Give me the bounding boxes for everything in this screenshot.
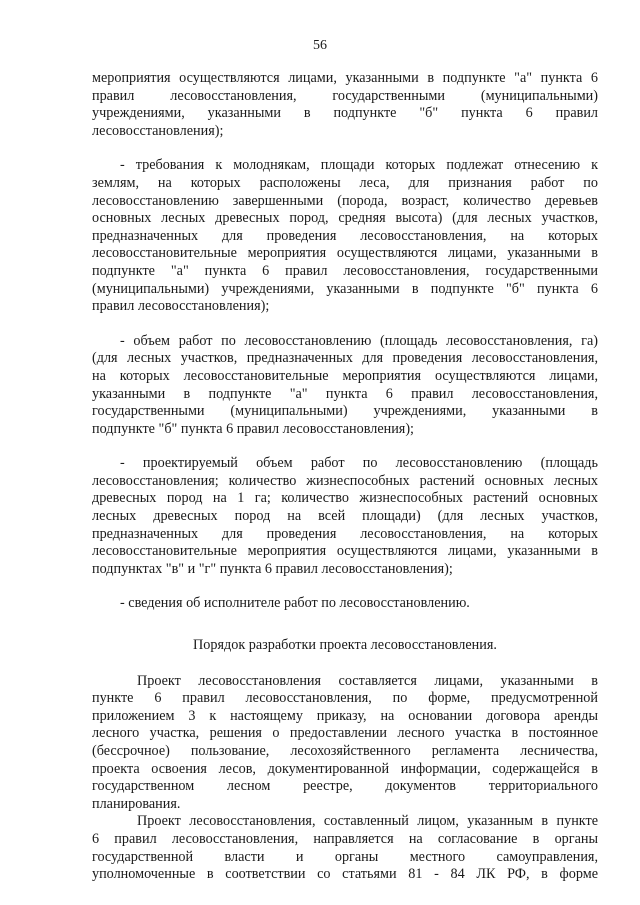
text-line: основных лесных древесных пород, средняя высота) (для лесных участков,	[92, 210, 598, 227]
text-line: планирования.	[92, 795, 181, 812]
text-line: подпункте "б" пункта 6 правил лесовосстановления);	[92, 420, 415, 437]
text-line: учреждениями, указанными в подпункте "б" пункта 6 правил	[92, 105, 598, 122]
document-body	[92, 70, 598, 884]
list-item-projected-volume	[92, 455, 598, 578]
text-line: уполномоченные в соответствии со статьями 81 - 84 ЛК РФ, в форме	[92, 866, 598, 883]
text-line: предназначенных для проведения лесовосстановления, на которых	[92, 227, 598, 244]
text-line: - сведения об исполнителе работ по лесовосстановлению.	[120, 595, 470, 612]
text-line: указанными в подпункте "а" пункта 6 правил лесовосстановления,	[92, 385, 598, 402]
text-line: лесного участка, решения о предоставлении лесного участка в постоянное	[92, 725, 598, 742]
text-line: лесовосстановительные мероприятия осуществляются лицами, указанными в	[92, 245, 598, 262]
paragraph-project-composition	[92, 673, 598, 814]
text-line: Проект лесовосстановления, составленный лицом, указанным в пункте	[137, 813, 598, 830]
page-number: 56	[313, 38, 327, 53]
text-line: лесовосстановления);	[92, 122, 224, 139]
text-line: подпункте "а" пункта 6 правил лесовосстановления, государственными	[92, 262, 598, 279]
text-line: лесовосстановлению завершенными (порода, возраст, количество деревьев	[92, 192, 598, 209]
text-line: правил лесовосстановления);	[92, 298, 270, 315]
text-line: лесных древесных пород на всей площади) (для лесных участков,	[92, 508, 598, 525]
heading-text: Порядок разработки проекта лесовосстановления.	[193, 637, 497, 654]
text-line: лесовосстановительные мероприятия осуществляются лицами, указанными в	[92, 543, 598, 560]
text-line: подпунктах "в" и "г" пункта 6 правил лесовосстановления);	[92, 560, 453, 577]
list-item-work-volume	[92, 333, 598, 439]
text-line: 6 правил лесовосстановления, направляется на согласование в органы	[92, 830, 598, 847]
text-line: (бессрочное) пользование, лесохозяйственного регламента лесничества,	[92, 743, 598, 759]
text-line: на которых лесовосстановительные мероприятия осуществляются лицами,	[92, 367, 598, 384]
section-heading	[92, 637, 598, 655]
text-line: лесовосстановления; количество жизнеспособных растений основных лесных	[92, 472, 598, 489]
text-line: - требования к молоднякам, площади которых подлежат отнесению к	[120, 157, 598, 174]
text-line: проекта освоения лесов, документированной информации, содержащейся в	[92, 760, 598, 777]
text-line: мероприятия осуществляются лицами, указанными в подпункте "а" пункта 6	[92, 70, 598, 86]
text-line: землям, на которых расположены леса, для признания работ по	[92, 174, 598, 191]
text-line: правил лесовосстановления, государственными (муниципальными)	[92, 87, 598, 104]
text-line: пункте 6 правил лесовосстановления, по форме, предусмотренной	[92, 690, 598, 707]
paragraph-continuation	[92, 70, 598, 140]
text-line: Проект лесовосстановления составляется лицами, указанными в	[137, 672, 598, 689]
text-line: - проектируемый объем работ по лесовосстановлению (площадь	[120, 455, 598, 472]
list-item-young-growth-requirements	[92, 157, 598, 315]
text-line: государственном лесном реестре, документов территориального	[92, 778, 598, 795]
text-line: приложением 3 к настоящему приказу, на основании договора аренды	[92, 707, 598, 724]
list-item-contractor-info	[92, 595, 598, 613]
paragraph-project-approval	[92, 813, 598, 883]
text-line: государственными (муниципальными) учреждениями, указанными в	[92, 403, 598, 420]
text-line: (для лесных участков, предназначенных для проведения лесовосстановления,	[92, 350, 598, 367]
text-line: - объем работ по лесовосстановлению (площадь лесовосстановления, га)	[120, 332, 598, 349]
text-line: древесных пород на 1 га; количество жизнеспособных растений основных	[92, 490, 598, 507]
text-line: (муниципальными) учреждениями, указанными в подпункте "б" пункта 6	[92, 280, 598, 297]
text-line: государственной власти и органы местного самоуправления,	[92, 848, 598, 865]
text-line: предназначенных для проведения лесовосстановления, на которых	[92, 525, 598, 542]
